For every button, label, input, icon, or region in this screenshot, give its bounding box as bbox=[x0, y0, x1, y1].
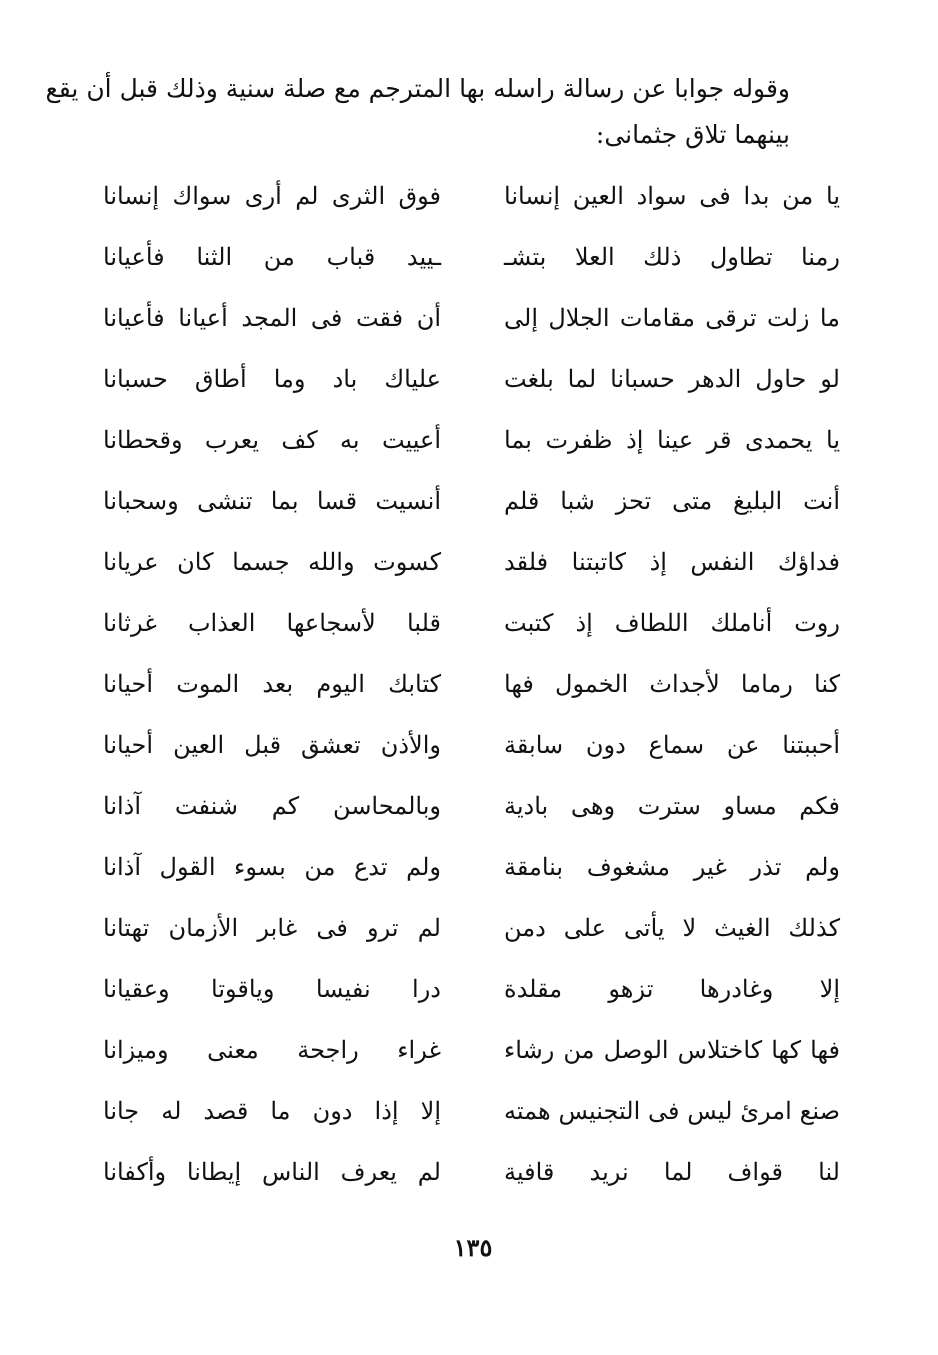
second-hemistich: ـييد قباب من الثنا فأعيانا bbox=[103, 243, 441, 271]
first-hemistich: يا يحمدى قر عينا إذ ظفرت بما bbox=[504, 426, 840, 454]
verse bbox=[0, 420, 938, 478]
verse bbox=[0, 603, 938, 661]
first-hemistich: أحببتنا عن سماع دون سابقة bbox=[504, 731, 840, 759]
first-hemistich: لنا قواف لما نريد قافية bbox=[504, 1158, 840, 1186]
second-hemistich: كتابك اليوم بعد الموت أحيانا bbox=[103, 670, 441, 698]
second-hemistich: والأذن تعشق قبل العين أحيانا bbox=[103, 731, 441, 759]
verse bbox=[0, 786, 938, 844]
intro-line-2: بينهما تلاق جثمانى: bbox=[595, 120, 790, 149]
page-number: ١٣٥ bbox=[453, 1233, 493, 1262]
first-hemistich: رمنا تطاول ذلك العلا بتشـ bbox=[504, 243, 840, 271]
intro-line-1: وقوله جوابا عن رسالة راسله بها المترجم مع صلة سنية وذلك قبل أن يقع bbox=[45, 74, 790, 103]
first-hemistich: صنع امرئ ليس فى التجنيس همته bbox=[504, 1097, 840, 1125]
first-hemistich: أنت البليغ متى تحز شبا قلم bbox=[504, 487, 840, 515]
verse bbox=[0, 359, 938, 417]
second-hemistich: لم يعرف الناس إيطانا وأكفانا bbox=[103, 1158, 441, 1186]
verse bbox=[0, 725, 938, 783]
verse bbox=[0, 969, 938, 1027]
first-hemistich: فكم مساو سترت وهى بادية bbox=[504, 792, 840, 820]
first-hemistich: يا من بدا فى سواد العين إنسانا bbox=[504, 182, 840, 210]
verse bbox=[0, 1091, 938, 1149]
verse bbox=[0, 847, 938, 905]
first-hemistich: فداؤك النفس إذ كاتبتنا فلقد bbox=[504, 548, 840, 576]
verse bbox=[0, 908, 938, 966]
second-hemistich: ولم تدع من بسوء القول آذانا bbox=[103, 853, 441, 881]
second-hemistich: أنسيت قسا بما تنشى وسحبانا bbox=[103, 487, 441, 515]
first-hemistich: فها كها كاختلاس الوصل من رشاء bbox=[504, 1036, 840, 1064]
first-hemistich: كذلك الغيث لا يأتى على دمن bbox=[504, 914, 840, 942]
verse bbox=[0, 1152, 938, 1210]
first-hemistich: كنا رماما لأجداث الخمول فها bbox=[504, 670, 840, 698]
second-hemistich: درا نفيسا وياقوتا وعقيانا bbox=[103, 975, 441, 1003]
first-hemistich: ولم تذر غير مشغوف بنامقة bbox=[504, 853, 840, 881]
second-hemistich: قلبا لأسجاعها العذاب غرثانا bbox=[103, 609, 441, 637]
first-hemistich: ما زلت ترقى مقامات الجلال إلى bbox=[504, 304, 840, 332]
verse bbox=[0, 1030, 938, 1088]
verse bbox=[0, 481, 938, 539]
first-hemistich: لو حاول الدهر حسبانا لما بلغت bbox=[504, 365, 840, 393]
verse bbox=[0, 176, 938, 234]
verse bbox=[0, 298, 938, 356]
second-hemistich: أعييت به كف يعرب وقحطانا bbox=[103, 426, 441, 454]
introduction-paragraph bbox=[45, 66, 790, 158]
second-hemistich: لم ترو فى غابر الأزمان تهتانا bbox=[103, 914, 441, 942]
second-hemistich: أن فقت فى المجد أعيانا فأعيانا bbox=[103, 304, 441, 332]
first-hemistich: إلا وغادرها تزهو مقلدة bbox=[504, 975, 840, 1003]
verse bbox=[0, 542, 938, 600]
second-hemistich: كسوت والله جسما كان عريانا bbox=[103, 548, 441, 576]
second-hemistich: إلا إذا دون ما قصد له جانا bbox=[103, 1097, 441, 1125]
second-hemistich: وبالمحاسن كم شنفت آذانا bbox=[103, 792, 441, 820]
verse bbox=[0, 664, 938, 722]
second-hemistich: فوق الثرى لم أرى سواك إنسانا bbox=[103, 182, 441, 210]
verse bbox=[0, 237, 938, 295]
second-hemistich: غراء راجحة معنى وميزانا bbox=[103, 1036, 441, 1064]
first-hemistich: روت أناملك اللطاف إذ كتبت bbox=[504, 609, 840, 637]
second-hemistich: علياك باد وما أطاق حسبانا bbox=[103, 365, 441, 393]
